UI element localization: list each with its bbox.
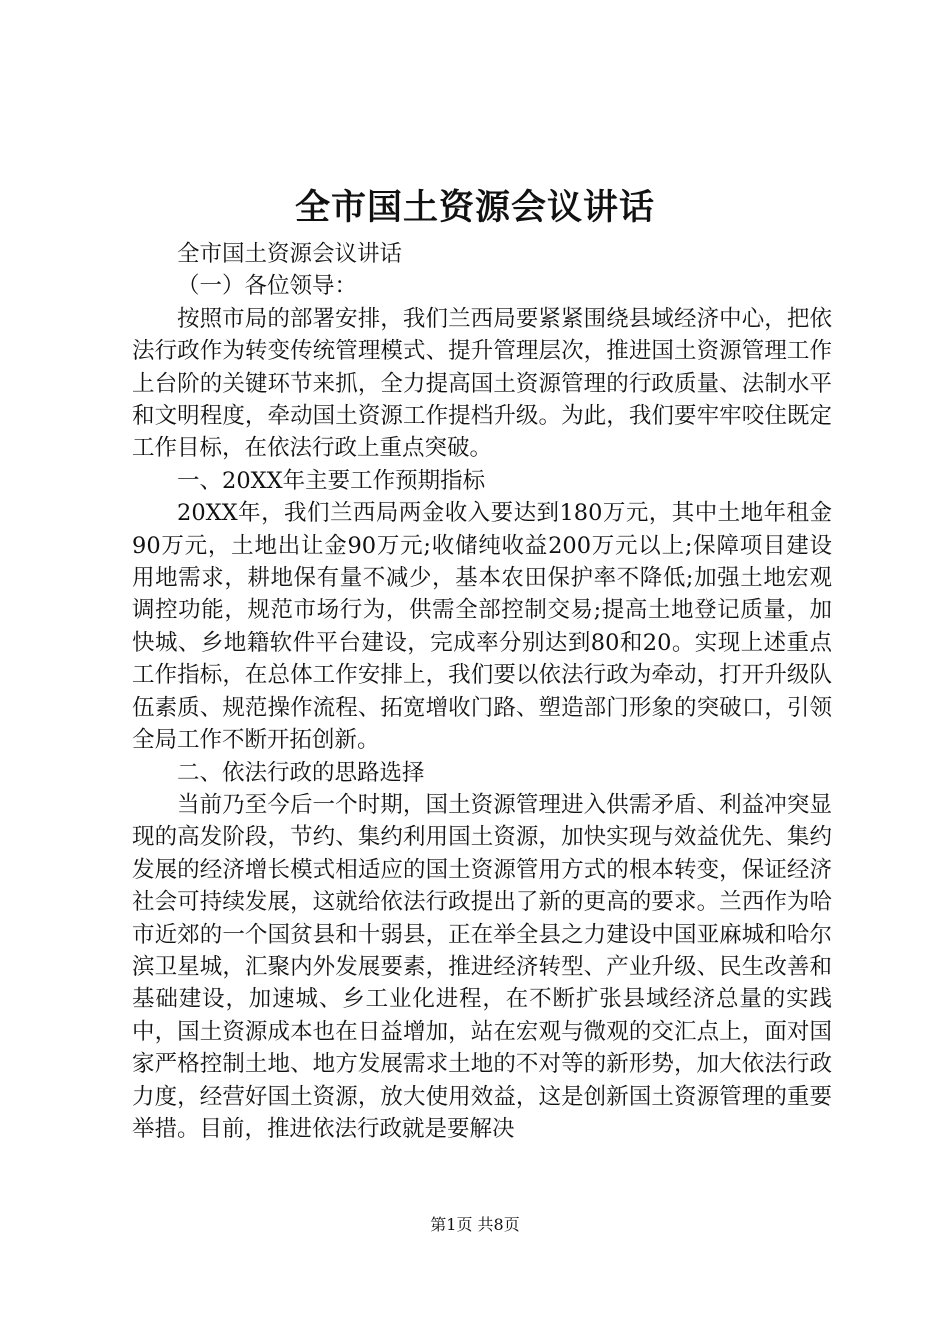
section-heading-2: 二、依法行政的思路选择	[177, 759, 425, 786]
paragraph-targets: 20XX年，我们兰西局两金收入要达到180万元，其中土地年租金90万元，土地出让金90万元;收储纯收益200万元以上;保障项目建设用地需求，耕地保有量不减少，基本农田保护率不降低;加强土地宏观调控功能，规范市场行为，供需全部控制交易;提高土地登记质量，加快城、乡地籍软件平台建设，完成率分别达到80和20。实现上述重点工作指标，在总体工作安排上，我们要以依法行政为牵动，打开升级队伍素质、规范操作流程、拓宽增收门路、塑造部门形象的突破口，引领全局工作不断开拓创新。	[132, 500, 832, 754]
paragraph-intro: 按照市局的部署安排，我们兰西局要紧紧围绕县域经济中心，把依法行政作为转变传统管理模式、提升管理层次，推进国土资源管理工作上台阶的关键环节来抓，全力提高国土资源管理的行政质量、法制水平和文明程度，牵动国土资源工作提档升级。为此，我们要牢牢咬住既定工作目标，在依法行政上重点突破。	[132, 305, 832, 462]
paragraph-subtitle: 全市国土资源会议讲话	[177, 241, 403, 267]
document-title: 全市国土资源会议讲话	[294, 187, 655, 228]
paragraph-salutation: （一）各位领导：	[177, 273, 358, 300]
section-heading-1: 一、20XX年主要工作预期指标	[177, 467, 486, 494]
document-body	[132, 238, 832, 1145]
page-footer: 第1页 共8页	[430, 1215, 520, 1234]
paragraph-approach: 当前乃至今后一个时期，国土资源管理进入供需矛盾、利益冲突显现的高发阶段，节约、集约利用国土资源，加快实现与效益优先、集约发展的经济增长模式相适应的国土资源管用方式的根本转变，保证经济社会可持续发展，这就给依法行政提出了新的更高的要求。兰西作为哈市近郊的一个国贫县和十弱县，正在举全县之力建设中国亚麻城和哈尔滨卫星城，汇聚内外发展要素，推进经济转型、产业升级、民生改善和基础建设，加速城、乡工业化进程，在不断扩张县域经济总量的实践中，国土资源成本也在日益增加，站在宏观与微观的交汇点上，面对国家严格控制土地、地方发展需求土地的不对等的新形势，加大依法行政力度，经营好国土资源，放大使用效益，这是创新国土资源管理的重要举措。目前，推进依法行政就是要解决	[132, 791, 832, 1142]
